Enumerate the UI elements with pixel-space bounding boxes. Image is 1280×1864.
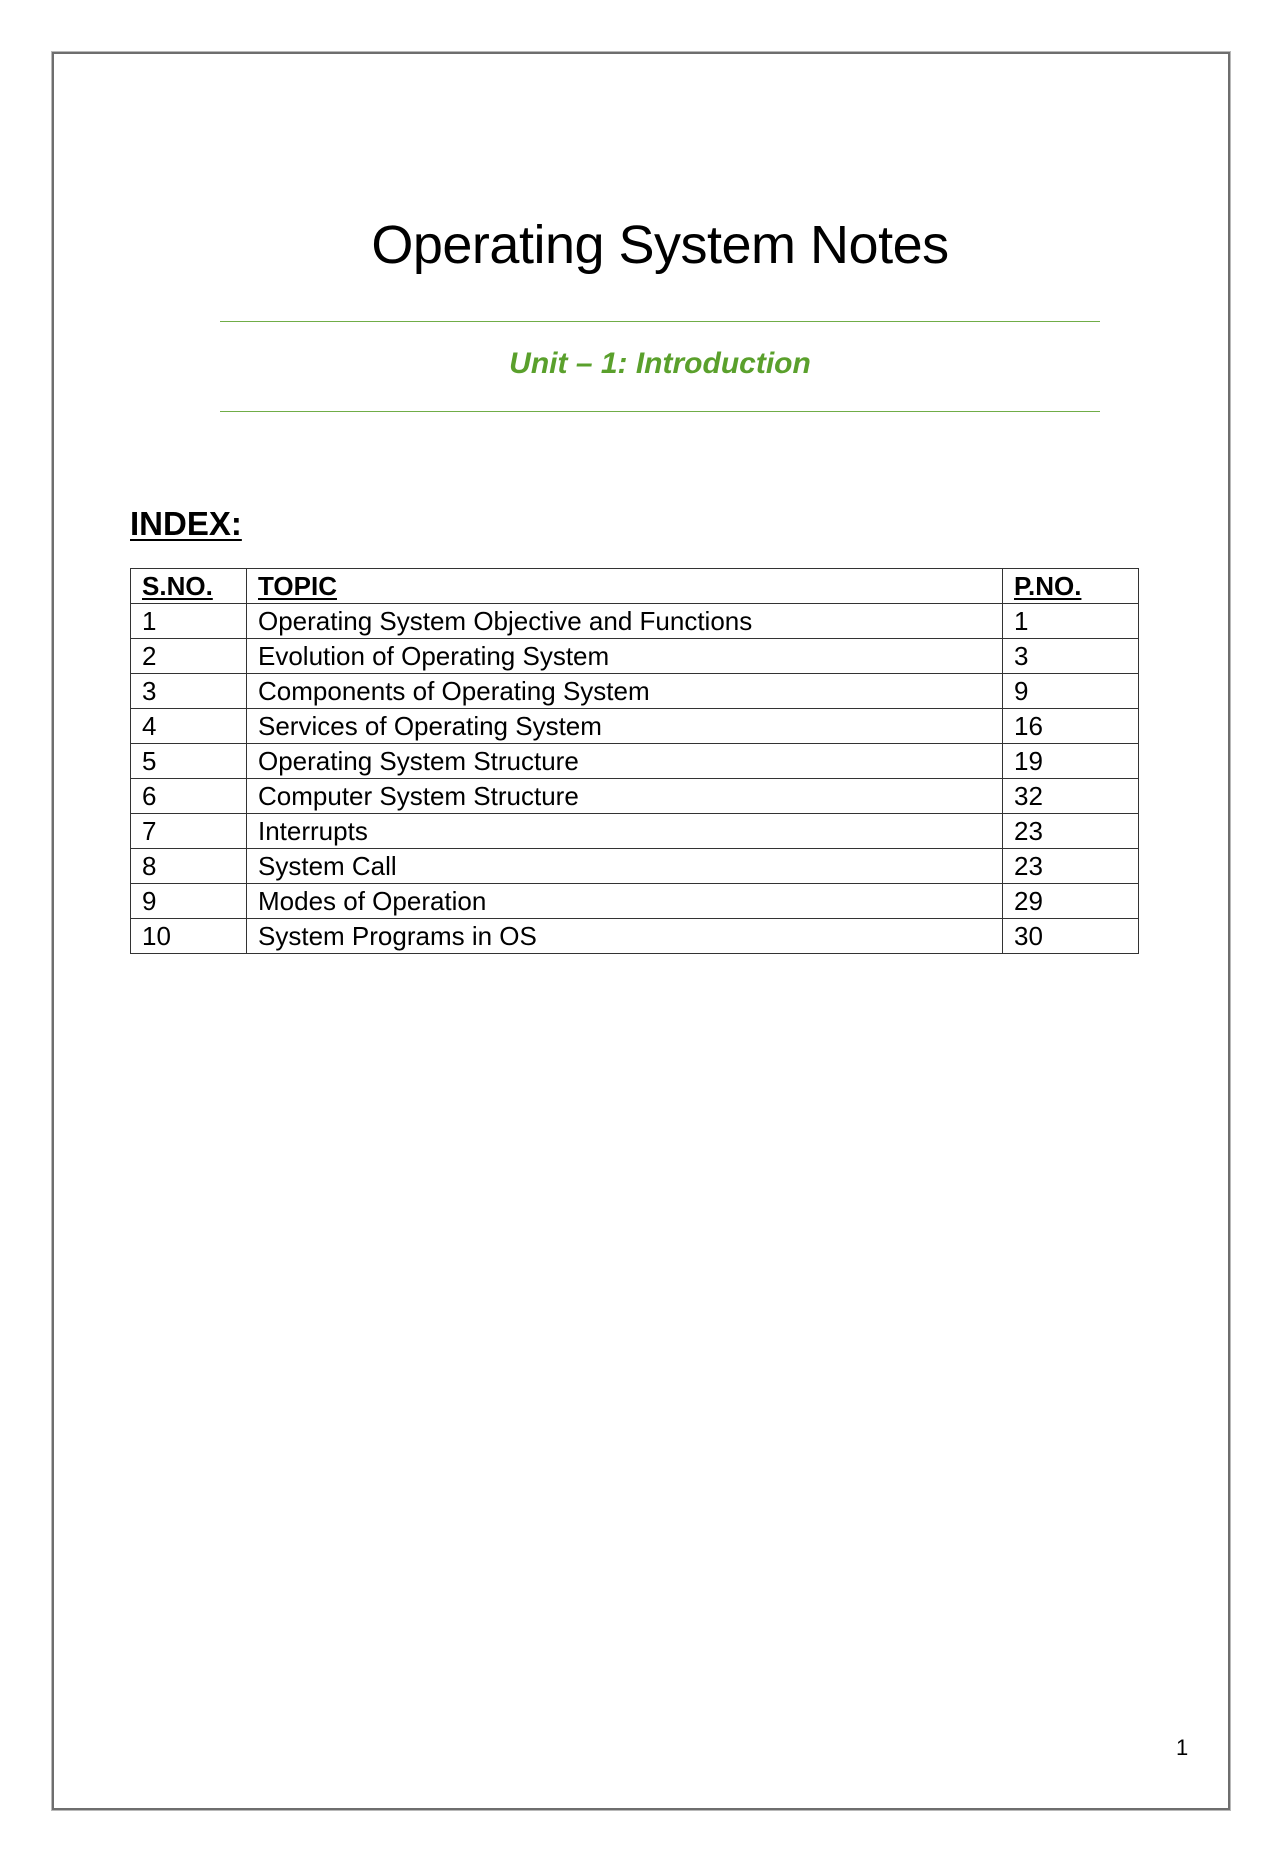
row-sno: 8 — [131, 849, 247, 884]
row-pno: 23 — [1003, 849, 1139, 884]
index-heading: INDEX: — [130, 505, 242, 542]
table-row — [131, 919, 1139, 954]
row-topic: Services of Operating System — [247, 709, 1003, 744]
row-sno: 5 — [131, 744, 247, 779]
row-topic: System Call — [247, 849, 1003, 884]
table-header-row — [131, 569, 1139, 604]
header-topic-label: TOPIC — [258, 571, 337, 601]
row-topic: Interrupts — [247, 814, 1003, 849]
row-pno: 30 — [1003, 919, 1139, 954]
row-pno: 1 — [1003, 604, 1139, 639]
row-sno: 4 — [131, 709, 247, 744]
row-pno: 3 — [1003, 639, 1139, 674]
row-sno: 6 — [131, 779, 247, 814]
table-row — [131, 779, 1139, 814]
row-sno: 7 — [131, 814, 247, 849]
index-table — [130, 568, 1139, 954]
page-number: 1 — [1176, 1735, 1189, 1760]
row-topic: Operating System Structure — [247, 744, 1003, 779]
table-row — [131, 849, 1139, 884]
table-row — [131, 744, 1139, 779]
row-pno: 16 — [1003, 709, 1139, 744]
table-row — [131, 604, 1139, 639]
row-sno: 1 — [131, 604, 247, 639]
subtitle-top-rule — [220, 321, 1100, 322]
subtitle-bottom-rule — [220, 411, 1100, 412]
document-title: Operating System Notes — [371, 215, 949, 275]
unit-subtitle: Unit – 1: Introduction — [509, 347, 811, 380]
row-topic: System Programs in OS — [247, 919, 1003, 954]
row-sno: 9 — [131, 884, 247, 919]
row-pno: 9 — [1003, 674, 1139, 709]
header-sno-label: S.NO. — [142, 571, 213, 601]
row-pno: 32 — [1003, 779, 1139, 814]
row-sno: 3 — [131, 674, 247, 709]
header-sno — [131, 569, 247, 604]
row-sno: 2 — [131, 639, 247, 674]
header-pno-label: P.NO. — [1014, 571, 1082, 601]
row-topic: Modes of Operation — [247, 884, 1003, 919]
row-pno: 19 — [1003, 744, 1139, 779]
table-row — [131, 674, 1139, 709]
table-row — [131, 814, 1139, 849]
table-row — [131, 639, 1139, 674]
row-pno: 29 — [1003, 884, 1139, 919]
header-pno — [1003, 569, 1139, 604]
table-row — [131, 709, 1139, 744]
row-topic: Evolution of Operating System — [247, 639, 1003, 674]
row-topic: Computer System Structure — [247, 779, 1003, 814]
table-row — [131, 884, 1139, 919]
row-topic: Components of Operating System — [247, 674, 1003, 709]
header-topic — [247, 569, 1003, 604]
row-pno: 23 — [1003, 814, 1139, 849]
row-topic: Operating System Objective and Functions — [247, 604, 1003, 639]
row-sno: 10 — [131, 919, 247, 954]
